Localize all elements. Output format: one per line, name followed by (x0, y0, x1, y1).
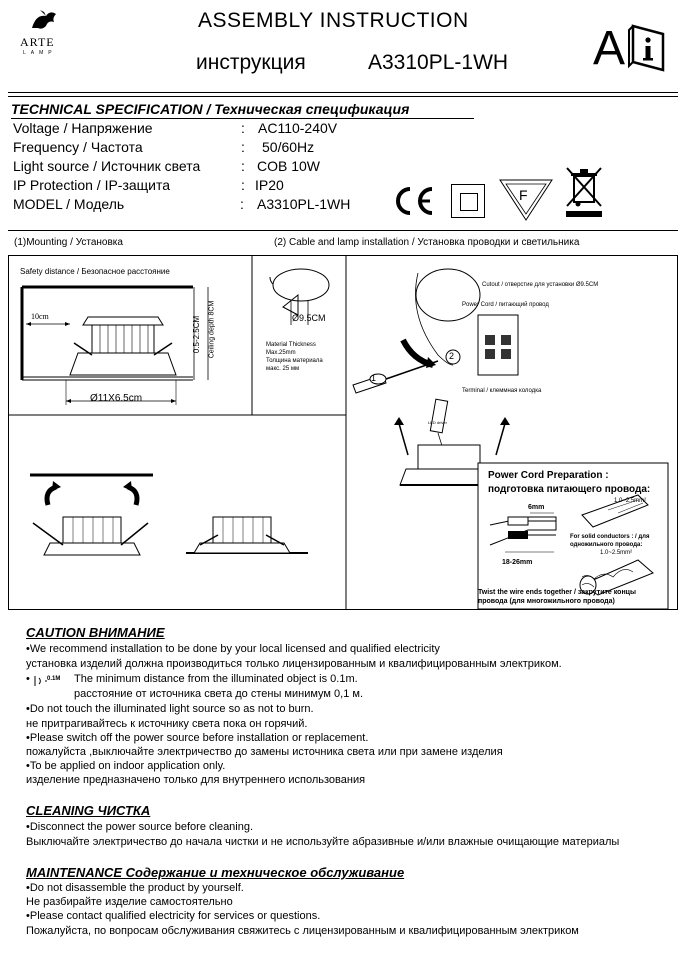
spec-label: MODEL / Модель (13, 196, 125, 212)
instruction-icon (593, 20, 668, 77)
maintenance-line-2: Не разбирайте изделие самостоятельно (26, 896, 233, 908)
spec-value: 50/60Hz (262, 139, 315, 155)
caution-line-7: •Please switch off the power source before installation or replacement. (26, 732, 369, 744)
f-mark-letter: F (519, 187, 528, 203)
brand-sub: LAMP (23, 50, 57, 56)
wire-size-1: 1.0~2.5mm² (614, 498, 647, 504)
spec-heading-underline (11, 118, 474, 119)
safety-distance-label: Safety distance / Безопасное расстояние (20, 267, 170, 276)
spec-label: Light source / Источник света (13, 158, 201, 174)
distance-icon: • (26, 673, 30, 685)
cable-title: (2) Cable and lamp installation / Установка проводки и светильника (274, 237, 580, 248)
mounting-title: (1)Mounting / Установка (14, 237, 123, 248)
caution-line-6: не притрагивайтесь к источнику света пока он горячий. (26, 718, 308, 730)
twist-text-ru: провода (для многожильного провода) (478, 598, 615, 605)
spec-colon: : (241, 120, 245, 136)
spec-value: COB 10W (257, 158, 321, 174)
spec-colon: : (241, 139, 245, 155)
spec-heading: TECHNICAL SPECIFICATION / Техническая спецификация (11, 101, 410, 117)
caution-line-9: •To be applied on indoor application only. (26, 760, 226, 772)
cutout-label: Cutout / отверстие для установки Ø9.5CM (482, 282, 599, 288)
caution-line-3: The minimum distance from the illuminated object is 0.1m. (74, 673, 358, 685)
caution-line-10: изделение предназначено только для внутреннего использования (26, 774, 366, 786)
material-thickness-2: Max.25mm (266, 350, 296, 356)
diagram-svg (8, 255, 678, 610)
driver-label: LED driver (428, 420, 447, 425)
spec-value: AC110-240V (258, 120, 338, 136)
terminal-label: Terminal / клеммная колодка (462, 388, 542, 394)
cleaning-line-2: Выключайте электричество до начала чистки и не используйте абразивные и/или влажные очищающие материалы (26, 836, 620, 848)
spec-divider (8, 230, 678, 231)
dim-6mm: 6mm (528, 504, 545, 511)
cleaning-line-1: •Disconnect the power source before cleaning. (26, 821, 254, 833)
caution-heading: CAUTION ВНИМАНИЕ (26, 625, 165, 640)
svg-text:A: A (593, 22, 626, 72)
griffin-icon (20, 8, 70, 32)
dim-18-26mm: 18-26mm (502, 559, 533, 566)
spec-colon: : (241, 158, 245, 174)
weee-bin-icon (562, 160, 606, 223)
lamp-installed-view (186, 517, 308, 553)
material-thickness-1: Material Thickness (266, 342, 316, 348)
material-thickness-4: макс. 25 мм (266, 366, 300, 372)
maintenance-line-1: •Do not disassemble the product by yourself. (26, 882, 244, 894)
brand-logo (20, 8, 70, 58)
power-cord-label: Power Cord / питающий провод (462, 302, 549, 308)
maintenance-line-4: Пожалуйста, по вопросам обслуживания свяжитесь с лицензированным и квалифицированным электриком (26, 925, 579, 937)
spec-label: Frequency / Частота (13, 139, 143, 155)
header-divider (8, 92, 678, 93)
spec-label: IP Protection / IP-защита (13, 177, 171, 193)
lamp-side-view (70, 317, 176, 375)
ceiling-depth: Ceiling depth 8CM (208, 300, 216, 359)
distance-icon-label: 0.1M (47, 676, 61, 682)
caution-line-1: •We recommend installation to be done by your local licensed and qualified electricity (26, 643, 440, 655)
page-subtitle-ru: инструкция (196, 51, 306, 74)
caution-line-5: •Do not touch the illuminated light source so as not to burn. (26, 703, 314, 715)
caution-line-4: расстояние от источника света до стены минимум 0,1 м. (74, 688, 363, 700)
step-2-label: 2 (449, 351, 455, 361)
page-title: ASSEMBLY INSTRUCTION (198, 9, 469, 32)
wire-size-2: 1.0~2.5mm² (600, 550, 633, 556)
material-thickness-3: Толщина материала (266, 358, 323, 364)
header-divider-2 (8, 96, 678, 97)
dim-depth: 0.5-2.5CM (192, 315, 202, 354)
spec-colon: : (241, 177, 245, 193)
caution-line-8: пожалуйста ,выключайте электричество до замены источника света или при замене изделия (26, 746, 503, 758)
page-model-code: A3310PL-1WH (368, 51, 509, 74)
spec-value: A3310PL-1WH (257, 196, 351, 212)
spec-colon: : (240, 196, 244, 212)
lamp-insertion-view (33, 517, 148, 555)
twist-text: Twist the wire ends together / закрутите концы (478, 589, 636, 596)
solid-conductors-label: For solid conductors : / для (570, 534, 650, 540)
dim-10cm: 10cm (31, 312, 49, 321)
maintenance-heading: MAINTENANCE Содержание и техническое обслуживание (26, 865, 405, 880)
ce-mark-icon (390, 184, 434, 223)
step-1-label: 1 (371, 373, 377, 383)
solid-conductors-label-ru: одножильного провода: (570, 542, 643, 548)
cord-prep-title-ru: подготовка питающего провода: (488, 484, 651, 495)
class2-double-square-icon (451, 184, 485, 218)
brand-name: ARTE (20, 35, 55, 49)
diagram-grid (8, 255, 678, 615)
spec-label: Voltage / Напряжение (13, 120, 153, 136)
maintenance-line-3: •Please contact qualified electricity for services or questions. (26, 910, 321, 922)
screwdriver-icon (353, 361, 438, 393)
spec-value: IP20 (255, 177, 284, 193)
caution-line-2: установка изделий должна производиться только лицензированным и квалифицированным электриком. (26, 658, 562, 670)
cleaning-heading: CLEANING ЧИСТКА (26, 803, 151, 818)
cutout-diameter: Ø9.5CM (292, 313, 326, 323)
cord-prep-title: Power Cord Preparation : (488, 470, 609, 481)
dim-diameter: Ø11X6.5cm (90, 393, 143, 404)
